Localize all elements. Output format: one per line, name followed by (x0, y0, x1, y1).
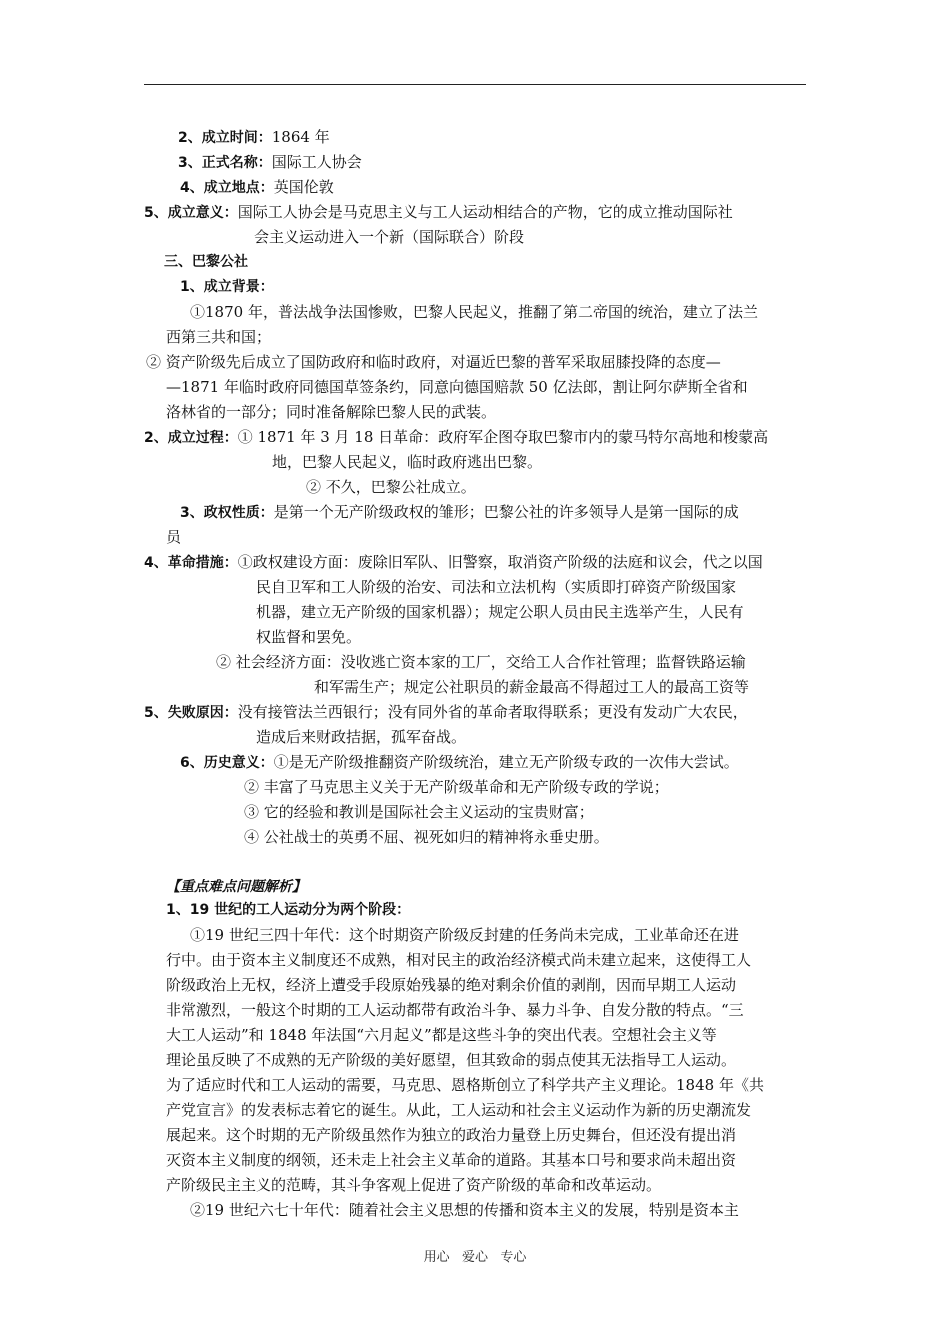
measures-economic: ② 社会经济方面：没收逃亡资本家的工厂，交给工人合作社管理；监督铁路运输 (216, 653, 746, 671)
historical-significance-2: ② 丰富了马克思主义关于无产阶级革命和无产阶级专政的学说； (244, 778, 669, 796)
historical-significance-3: ③ 它的经验和教训是国际社会主义运动的宝贵财富； (244, 803, 594, 821)
analysis-line: 行中。由于资本主义制度还不成熟，相对民主的政治经济模式尚未建立起来，这使得工人 (166, 951, 752, 969)
analysis-line: 产党宣言》的发表标志着它的诞生。从此，工人运动和社会主义运动作为新的历史潮流发 (166, 1101, 752, 1119)
regime-nature: 3、政权性质：是第一个无产阶级政权的雏形；巴黎公社的许多领导人是第一国际的成 (180, 503, 739, 521)
founding-significance: 5、成立意义：国际工人协会是马克思主义与工人运动相结合的产物，它的成立推动国际社 (144, 203, 733, 221)
official-name: 3、正式名称：国际工人协会 (178, 153, 362, 171)
analysis-line: 产阶级民主主义的范畴，其斗争客观上促进了资产阶级的革命和改革运动。 (166, 1176, 662, 1194)
background-p2-cont2: 洛林省的一部分；同时准备解除巴黎人民的武装。 (166, 403, 497, 421)
founding-place: 4、成立地点：英国伦敦 (180, 178, 334, 196)
background-p1-cont: 西第三共和国； (166, 328, 272, 346)
page-footer: 用心 爱心 专心 (423, 1250, 527, 1265)
revolutionary-measures: 4、革命措施：①政权建设方面：废除旧军队、旧警察，取消资产阶级的法庭和议会，代之以国 (144, 553, 763, 571)
regime-nature-cont: 员 (166, 528, 182, 546)
analysis-line: 大工人运动”和 1848 年法国“六月起义”都是这些斗争的突出代表。空想社会主义等 (166, 1026, 717, 1044)
founding-significance-cont: 会主义运动进入一个新（国际联合）阶段 (254, 228, 525, 246)
measures-cont1: 民自卫军和工人阶级的治安、司法和立法机构（实质即打碎资产阶级国家 (256, 578, 737, 596)
historical-significance: 6、历史意义：①是无产阶级推翻资产阶级统治，建立无产阶级专政的一次伟大尝试。 (180, 753, 739, 771)
analysis-line: 为了适应时代和工人运动的需要，马克思、恩格斯创立了科学共产主义理论。1848 年《共 (166, 1076, 764, 1094)
process-cont2: ② 不久，巴黎公社成立。 (306, 478, 476, 496)
analysis-line: ②19 世纪六七十年代：随着社会主义思想的传播和资本主义的发展，特别是资本主 (190, 1201, 739, 1219)
founding-time: 2、成立时间：1864 年 (178, 128, 330, 146)
background-p1: ①1870 年，普法战争法国惨败，巴黎人民起义，推翻了第二帝国的统治，建立了法兰 (190, 303, 758, 321)
analysis-line: 阶级政治上无权，经济上遭受手段原始残暴的绝对剩余价值的剥削，因而早期工人运动 (166, 976, 737, 994)
measures-cont2: 机器，建立无产阶级的国家机器）；规定公职人员由民主选举产生，人民有 (256, 603, 744, 621)
background-p2: ② 资产阶级先后成立了国防政府和临时政府，对逼近巴黎的普军采取屈膝投降的态度— (146, 353, 721, 371)
failure-reasons-cont: 造成后来财政拮据，孤军奋战。 (256, 728, 467, 746)
failure-reasons: 5、失败原因：没有接管法兰西银行；没有同外省的革命者取得联系；更没有发动广大农民， (144, 703, 748, 721)
analysis-subheading: 1、19 世纪的工人运动分为两个阶段： (166, 902, 411, 918)
process-cont: 地，巴黎人民起义，临时政府逃出巴黎。 (272, 453, 543, 471)
process: 2、成立过程：① 1871 年 3 月 18 日革命：政府军企图夺取巴黎市内的蒙马特尔高地和梭蒙高 (144, 428, 769, 446)
measures-economic-cont: 和军需生产；规定公社职员的薪金最高不得超过工人的最高工资等 (314, 678, 750, 696)
paris-commune-heading: 三、巴黎公社 (164, 254, 248, 270)
historical-significance-4: ④ 公社战士的英勇不屈、视死如归的精神将永垂史册。 (244, 828, 609, 846)
background-label: 1、成立背景： (180, 279, 274, 295)
measures-cont3: 权监督和罢免。 (256, 628, 362, 646)
background-p2-cont: —1871 年临时政府同德国草签条约，同意向德国赔款 50 亿法郎，割让阿尔萨斯全省和 (166, 378, 748, 396)
analysis-line: 灭资本主义制度的纲领，还未走上社会主义革命的道路。其基本口号和要求尚未超出资 (166, 1151, 737, 1169)
analysis-line: 展起来。这个时期的无产阶级虽然作为独立的政治力量登上历史舞台，但还没有提出消 (166, 1126, 737, 1144)
analysis-heading: 【重点难点问题解析】 (166, 879, 306, 895)
analysis-line: 理论虽反映了不成熟的无产阶级的美好愿望，但其致命的弱点使其无法指导工人运动。 (166, 1051, 737, 1069)
analysis-line: ①19 世纪三四十年代：这个时期资产阶级反封建的任务尚未完成，工业革命还在进 (190, 926, 739, 944)
header-rule (144, 84, 806, 85)
analysis-line: 非常激烈，一般这个时期的工人运动都带有政治斗争、暴力斗争、自发分散的特点。“三 (166, 1001, 744, 1019)
